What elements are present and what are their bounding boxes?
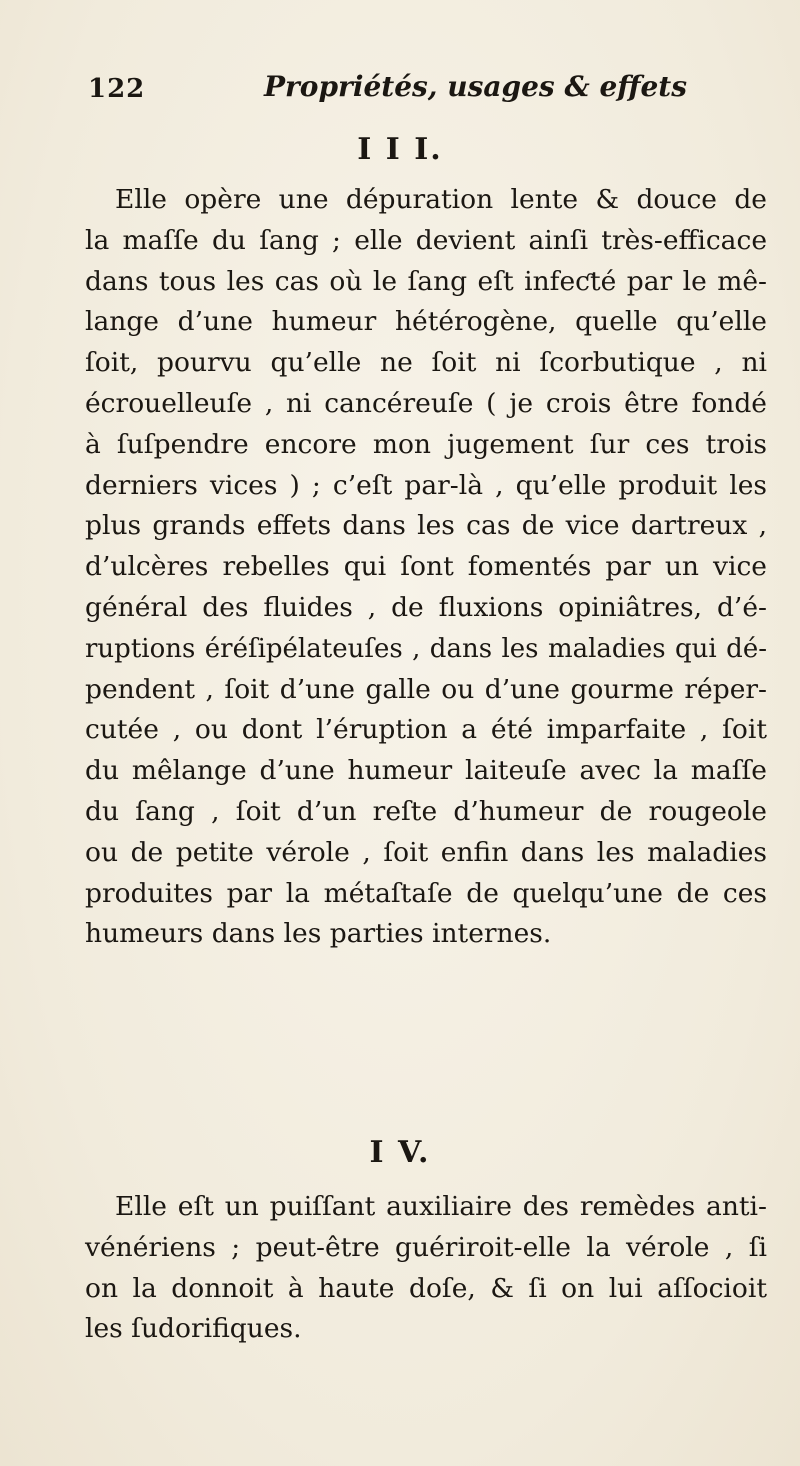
text-line: vénériens ; peut-être guériroit-elle la vérole , ſi [85, 1231, 767, 1263]
text-line: Elle opère une dépuration lente & douce de [115, 184, 767, 215]
text-line: général des fluides , de fluxions opiniâtres, d’é- [85, 591, 767, 623]
text-line: d’ulcères rebelles qui ſont fomentés par un vice [85, 551, 767, 583]
text-line: produites par la métaſtaſe de quelqu’une de ces [85, 877, 767, 909]
paragraph-section-iii [85, 180, 767, 955]
text-line: écrouelleuſe , ni cancéreuſe ( je crois être fondé [85, 387, 767, 419]
text-line: du ſang , ſoit d’un reſte d’humeur de rougeole [85, 795, 767, 827]
running-head [88, 70, 720, 110]
text-line: à ſuſpendre encore mon jugement ſur ces trois [85, 428, 767, 460]
text-line: on la donnoit à haute doſe, & ſi on lui aſſocioit [85, 1272, 767, 1304]
text-line: cutée , ou dont l’éruption a été imparfaite , ſoit [85, 714, 767, 746]
section-heading-iii: I I I. [357, 132, 443, 167]
text-line: Elle eſt un puiſſant auxiliaire des remèdes anti- [115, 1191, 767, 1222]
text-line: les ſudorifiques. [85, 1313, 302, 1345]
text-line: plus grands effets dans les cas de vice dartreux , [85, 510, 767, 542]
text-line: du mêlange d’une humeur laiteuſe avec la maſſe [85, 755, 767, 787]
text-line: la maſſe du ſang ; elle devient ainſi très-efficace [85, 224, 767, 256]
text-line: humeurs dans les parties internes. [85, 918, 552, 950]
page-number: 122 [88, 74, 146, 104]
text-line: derniers vices ) ; c’eſt par-là , qu’elle produit les [85, 469, 767, 501]
text-line: pendent , ſoit d’une galle ou d’une gourme réper- [85, 673, 767, 705]
text-line: ou de petite vérole , ſoit enfin dans les maladies [85, 836, 767, 868]
text-line: dans tous les cas où le ſang eſt infeƈté par le mê- [85, 265, 767, 297]
running-title: Propriétés, usages & effets [264, 70, 687, 103]
text-line: ſoit, pourvu qu’elle ne ſoit ni ſcorbutique , ni [85, 347, 767, 379]
text-line: lange d’une humeur hétérogène, quelle qu’elle [85, 306, 767, 338]
paragraph-section-iv [85, 1187, 767, 1350]
section-heading-iv: I V. [369, 1135, 431, 1170]
text-line: ruptions éréſipélateuſes , dans les maladies qui dé- [85, 633, 767, 664]
